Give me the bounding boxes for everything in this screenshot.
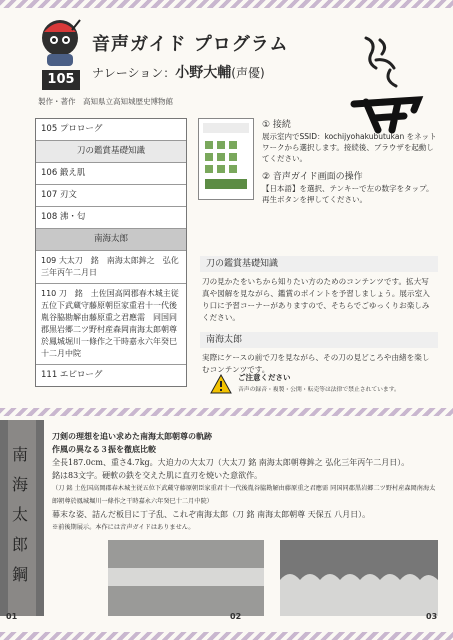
track-list (35, 118, 187, 387)
info-heading-nankai: 南海太郎 (200, 332, 438, 348)
highlight-item-02-note: （刀 銘 土佐国高岡郡春木城主従五位下武蔵守藤原朝臣家重君十一代後胤谷脇勘解由藤原重之君應需 同国同郡黒岩郷二ツ野村産森岡南海太郎朝尊於鳳城堀川一條作之干時嘉永六年癸巳十二月中院） (52, 485, 436, 505)
highlights (52, 430, 438, 534)
narrator-name: 小野大輔 (175, 65, 232, 81)
info-heading-basics: 刀の鑑賞基礎知識 (200, 256, 438, 272)
highlight-item-01: 全長187.0cm、重さ4.7kg。大迫力の大太刀（大太刀 銘 南海太郎朝尊鉾之 弘化三年丙午二月日）。 (52, 458, 410, 467)
track-item-111[interactable]: 111 エピローグ (41, 370, 103, 380)
highlight-heading-2: 作風の異なる３振を徹底比較 (52, 444, 156, 454)
highlight-item-03: 幕末な姿、詰んだ板目に丁子乱、これぞ南海太郎（刀 銘 南海太郎朝尊 天保五 八月日）。 (52, 510, 371, 519)
highlight-item-02: 銘は83文字。硬軟の鉄を交えた肌に直刃を焼いた意欲作。 (52, 471, 263, 480)
sword-image (0, 420, 44, 616)
warning-title: ご注意ください (238, 373, 291, 382)
track-item-109[interactable]: 109 大太刀 銘 南海太郎鉾之 弘化三年丙午二月日 (36, 251, 186, 284)
step-connect-heading: ① 接続 (262, 120, 291, 130)
svg-text:郎: 郎 (12, 535, 29, 554)
blade-closeups (108, 540, 438, 616)
mascot-icon (38, 16, 82, 68)
narrator-label: ナレーション： (92, 66, 176, 80)
figure-number-03: 03 (426, 612, 438, 621)
phone-screen-icon (198, 118, 254, 200)
figure-number-01: 01 (6, 612, 18, 621)
narrator (92, 62, 265, 82)
narrator-role: (声優) (231, 66, 265, 80)
svg-text:鋼: 鋼 (12, 565, 29, 584)
figure-number-02: 02 (230, 612, 242, 621)
guide-number-badge: 105 (42, 70, 80, 90)
warning-icon (210, 374, 232, 394)
track-item-107[interactable]: 107 刃文 (36, 185, 186, 207)
content-descriptions (200, 256, 438, 384)
highlight-item-03-note: ※前後期展示。本作には音声ガイドはありません。 (52, 524, 195, 531)
svg-text:南: 南 (12, 445, 29, 464)
divider-stripe (0, 408, 453, 416)
connection-steps (262, 120, 438, 213)
section-label-nankai: 南海太郎 (36, 229, 186, 251)
track-item-105[interactable]: 105 プロローグ (36, 119, 186, 141)
section-label-basics: 刀の鑑賞基礎知識 (36, 141, 186, 163)
producer-credit: 製作・著作 高知県立高知城歴史博物館 (38, 97, 173, 106)
highlight-heading-1: 刀剣の理想を追い求めた南海太郎朝尊の軌跡 (52, 431, 212, 441)
page-title: 音声ガイド プログラム (92, 34, 289, 55)
step-connect-body: 展示室内でSSID：kochijyohakubutukan をネットワークから選択します。接続後、ブラウザを起動してください。 (262, 132, 437, 163)
track-item-106[interactable]: 106 鍛え肌 (36, 163, 186, 185)
warning-box (210, 372, 438, 396)
svg-text:太: 太 (12, 505, 29, 524)
step-operate (262, 172, 438, 205)
info-body-nankai: 実際にケースの前で刀を見ながら、その刀の見どころや由緒を楽しむコンテンツです。 (202, 353, 430, 374)
step-operate-body: 【日本語】を選択、テンキーで左の数字をタップ。再生ボタンを押してください。 (262, 184, 434, 204)
svg-text:海: 海 (12, 475, 29, 494)
step-operate-heading: ② 音声ガイド画面の操作 (262, 172, 363, 182)
info-body-basics: 刀の見かたをいちから知りたい方のためのコンテンツです。拡大写真や図解を見ながら、鑑賞のポイントを予習しましょう。展示室入り口に予習コーナーがありますので、そちらでごゆっくりお楽しみください。 (202, 277, 430, 322)
warning-body: 音声の録音・複製・公開・転売等は法律で禁止されています。 (238, 387, 400, 393)
bottom-stripe (0, 632, 453, 640)
top-stripe (0, 0, 453, 8)
track-item-110[interactable]: 110 刀 銘 土佐国高岡郡春木城主従五位下武蔵守藤原朝臣家重君十一代後胤谷脇勘解由藤原重之君應需 同国同郡黒岩郷二ツ野村産森岡南海太郎朝尊於鳳城堀川一條作之干時嘉永六年癸巳十二月中院 (36, 284, 186, 365)
track-item-108[interactable]: 108 沸・匂 (36, 207, 186, 229)
step-connect (262, 120, 438, 164)
